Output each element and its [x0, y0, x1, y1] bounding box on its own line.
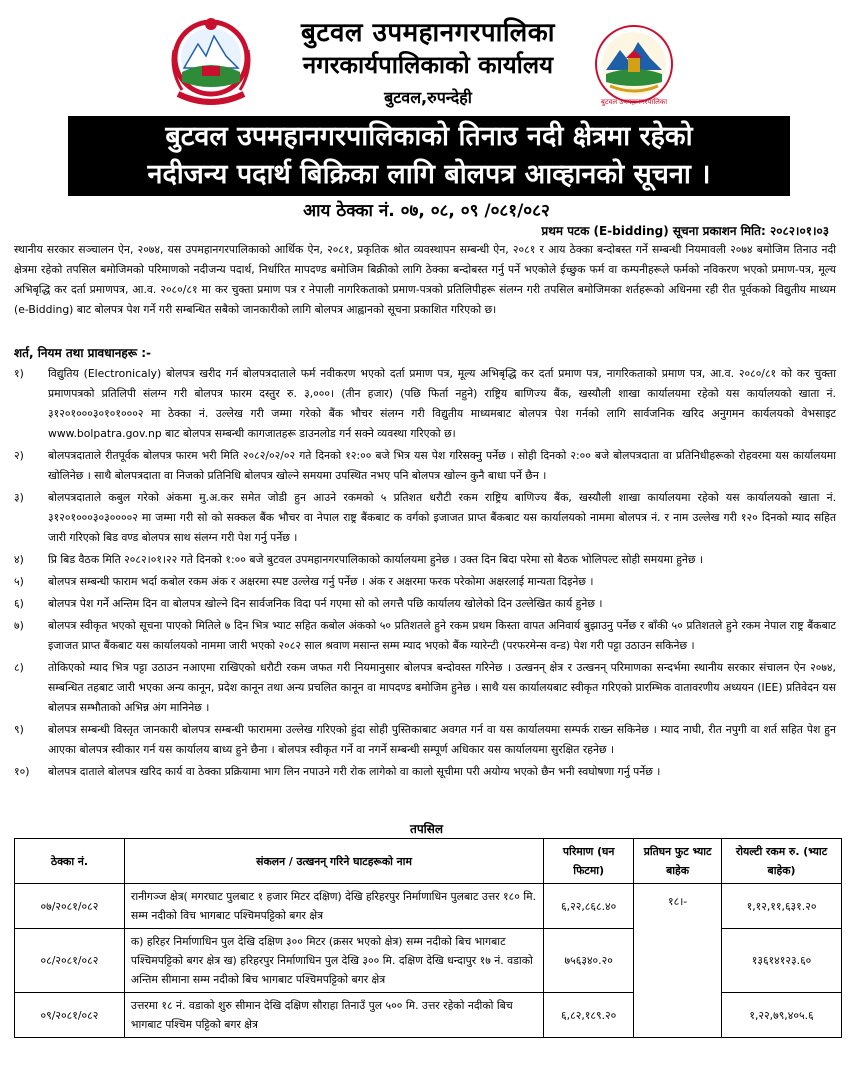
term-number: ९): [14, 723, 24, 736]
term-text: बोलपत्र स्वीकृत भएको सूचना पाएको मितिले ७ दिन भित्र भ्याट सहित कबोल अंकको ५० प्रतिशतले हुने रकम प्रथम किस्ता वापत अनिवार्य बुझाउनु पर्नेछ र बाँकी ५० प्रतिशतले हुने रकम नेपाल राष्ट्र बैंकबाट इजाजत प्राप्त बैंकबाट यस कार्यालयको नाममा जारी भएको २०८२ साल श्रवाण मसान्त सम्म म्याद भएको बैंक ग्यारेन्टी (परफरमेन्स वन्ड) पेश गरी पट्टा उठाउन सकिनेछ ।: [48, 619, 836, 652]
cell-royalty: १,१२,११,६३१.२०: [722, 884, 842, 929]
header-contract-no: ठेक्का नं.: [15, 839, 125, 884]
term-item: [14, 488, 836, 548]
term-text: तोकिएको म्याद भित्र पट्टा उठाउन नआएमा राखिएको धरौटी रकम जफत गरी नियमानुसार बोलपत्र बन्दोवस्त गरिनेछ । उत्खनन् क्षेत्र र उत्खनन् परिमाणका सन्दर्भमा स्थानीय सरकार संचालन ऐन २०७४, सम्बन्धित तहबाट जारी भएका अन्य कानून, प्रदेश कानून तथा अन्य प्रचलित कानून वा मापदण्ड बमोजिम हुनेछ । साथै यस कार्यालयबाट स्वीकृत गरिएको प्रारम्भिक वातावरणीय अध्ययन (IEE) प्रतिवेदन यस बोलपत्र सम्भौताको अभिन्न अंग मानिनेछ ।: [48, 661, 836, 714]
terms-heading: शर्त, नियम तथा प्रावधानहरू :-: [14, 346, 152, 360]
term-item: [14, 446, 836, 486]
cell-quantity: ७५६३४०.२०: [544, 929, 634, 993]
cell-site-name: क) हरिहर निर्माणाधिन पुल देखि दक्षिण ३०० मिटर (क्रसर भएको क्षेत्र) सम्म नदीको बिच भागबाट पश्चिमपट्टिको बगर क्षेत्र ख) हरिहरपुर निर्माणाधिन पुल देखि ३०० मि. दक्षिण देखि धन्दापुर १७ नं. वडाको अन्तिम सीमाना सम्म नदीको बिच भागबाट पश्चिमपट्टिको बगर क्षेत्र: [124, 929, 543, 993]
term-number: २): [14, 449, 24, 462]
office-location: बुटवल,रुपन्देही: [384, 88, 472, 107]
header-quantity: परिमाण (घन फिटमा): [544, 839, 634, 884]
term-item: [14, 594, 836, 614]
term-number: १०): [14, 765, 30, 778]
term-text: प्रि बिड वैठक मिति २०८२।०१।२२ गते दिनको १:०० बजे बुटवल उपमहानगरपालिकाको कार्यालयमा हुनेछ । उक्त दिन बिदा परेमा सो बैठक भोलिपल्ट सोही समयमा हुनेछ ।: [48, 553, 704, 566]
terms-list: [14, 364, 836, 784]
term-number: ७): [14, 619, 24, 632]
intro-paragraph: स्थानीय सरकार सञ्चालन ऐन, २०७४, यस उपमहानगरपालिकाको आर्थिक ऐन, २०८१, प्रकृतिक श्रोत व्यवस्थापन सम्बन्धी ऐन, २०८१ र आय ठेक्का बन्दोबस्त गर्ने सम्बन्धी नियमावली २०७४ बमोजिम तिनाउ नदी क्षेत्रमा रहेको तपसिल बमोजिमको परिमाणको नदीजन्य पदार्थ, निर्धारित मापदण्ड बमोजिम बिक्रीको लागि ठेक्का बन्दोबस्त गर्नु पर्ने भएकोले ईच्छुक फर्म वा कम्पनीहरूले फर्मको नविकरण भएको प्रमाण-पत्र, मूल्य अभिबृद्धि कर दर्ता प्रमाणपत्र, आ.व. २०८०/८१ मा कर चुक्ता प्रमाण पत्र र नेपाली नागरिकताको प्रमाण-पत्रको प्रतिलिपीहरू संलग्न गरी तपसिल बमोजिमका शर्तहरूको अधिनमा रही रीत पूर्वकको विद्युतीय माध्यम (e-Bidding) बाट बोलपत्र पेश गर्ने गरी सम्बन्धित सबैको जानकारीको लागि बोलपत्र आह्वानको सूचना प्रकाशित गरिएको छ।: [14, 243, 836, 316]
office-name: नगरकार्यपालिकाको कार्यालय: [302, 51, 554, 79]
publication-date: प्रथम पटक (E-bidding) सूचना प्रकाशन मिति: २०८२।०१।०३: [541, 224, 829, 238]
term-item: [14, 720, 836, 760]
term-item: [14, 616, 836, 656]
notice-title-banner: [68, 116, 790, 196]
contract-number: आय ठेक्का नं. ०७, ०८, ०९ /०८१/०८२: [303, 201, 550, 221]
nepal-emblem-icon: [168, 10, 254, 110]
term-item: [14, 364, 836, 444]
butwal-logo-icon: [592, 20, 676, 110]
term-number: ५): [14, 575, 24, 588]
term-item: [14, 762, 836, 782]
cell-rate: १८।-: [634, 884, 722, 1038]
term-text: बोलपत्र पेश गर्ने अन्तिम दिन वा बोलपत्र खोल्ने दिन सार्वजनिक विदा पर्न गएमा सो को लगत्तै पछि कार्यालय खोलेको दिन उल्लेखित कार्य हुनेछ ।: [48, 597, 603, 610]
svg-text:बुटवल उपमहानगरपालिका: बुटवल उपमहानगरपालिका: [600, 98, 668, 106]
contract-schedule-table: [14, 838, 842, 1038]
term-number: ३): [14, 491, 24, 504]
cell-quantity: ६,८२,१८९.२०: [544, 993, 634, 1038]
header-royalty: रोयल्टी रकम रु. (भ्याट बाहेक): [722, 839, 842, 884]
cell-contract-no: ०९/२०८१/०८२: [15, 993, 125, 1038]
notice-title-line2: नदीजन्य पदार्थ बिक्रिका लागि बोलपत्र आव्हानको सूचना ।: [147, 159, 711, 190]
table-row: [15, 884, 842, 929]
term-text: बोलपत्र सम्बन्धी विस्तृत जानकारी बोलपत्र सम्बन्धी फाराममा उल्लेख गरिएको हुंदा सोही पुस्तिकाबाट अवगत गर्न वा यस कार्यालयमा सम्पर्क राख्न सकिनेछ । म्याद नाघी, रीत नपुगी वा शर्त सहित पेश हुन आएका बोलपत्र स्वीकार गर्न यस कार्यालय बाध्य हुने छैना । बोलपत्र स्वीकृत गर्ने वा नगर्ने सम्बन्धी सम्पूर्ण अधिकार यस कार्यालयमा सुरक्षित रहनेछ ।: [48, 723, 836, 756]
term-number: १): [14, 367, 24, 380]
term-text: बोलपत्रदाताले कबुल गरेको अंकमा मु.अ.कर समेत जोडी हुन आउने रकमको ५ प्रतिशत धरौटी रकम राष्ट्रिय बाणिज्य बैंक, खस्यौली शाखा कार्यालयमा रहेको यस कार्यालयको खाता नं. ३१२०१०००३०३००००२ मा जम्मा गरी सो को सक्कल बैंक भौचर वा नेपाल राष्ट्र बैंकबाट क वर्गको इजाजत प्राप्त बैंकबाट यस कार्यालयको नाममा बोलपत्र नं. र नाम उल्लेख गरी १२० दिनको म्याद सहित जारी गरिएको बिड वण्ड बोलपत्र साथ संलग्न गरी पेश गर्नु पर्नेछ ।: [48, 491, 836, 544]
term-number: ८): [14, 661, 24, 674]
term-text: बोलपत्रदाताले रीतपूर्वक बोलपत्र फारम भरी मिति २०८२/०२/०२ गते दिनको १२:०० बजे भित्र यस पेश गरिसक्नु पर्नेछ । सोही दिनको २:०० बजे बोलपत्रदाता वा प्रतिनिधीहरूको रोहवरमा यस कार्यालयमा खोलिनेछ । साथै बोलपत्रदाता वा निजको प्रतिनिधि बोलपत्र खोल्ने समयमा उपस्थित नभए पनि बोलपत्र खोल्न कुनै बाधा पर्ने छैन ।: [48, 449, 836, 482]
header-site-name: संकलन / उत्खनन् गरिने घाटहरूको नाम: [124, 839, 543, 884]
org-name: बुटवल उपमहानगरपालिका: [301, 18, 555, 48]
header-rate: प्रतिघन फुट भ्याट बाहेक: [634, 839, 722, 884]
term-number: ४): [14, 553, 24, 566]
cell-contract-no: ०८/२०८१/०८२: [15, 929, 125, 993]
cell-contract-no: ०७/२०८१/०८२: [15, 884, 125, 929]
term-text: विद्युतिय (Electronicaly) बोलपत्र खरीद गर्न बोलपत्रदाताले फर्म नवीकरण भएको दर्ता प्रमाण पत्र, मूल्य अभिबृद्धि कर दर्ता प्रमाण पत्र, नागरिकताको प्रमाण पत्र, आ.व. २०८०/८१ को कर चुक्ता प्रमाणपत्रको प्रतिलिपी संलग्न गरी बोलपत्र फारम दस्तुर रु. ३,०००। (तीन हजार) (पछि फिर्ता नहुने) राष्ट्रिय बाणिज्य बैंक, खस्यौली शाखा कार्यालयमा रहेको यस कार्यालयको खाता नं. ३१२०१०००३०१०१०००२ मा ठेक्का नं. उल्लेख गरी जम्मा गरेको बैंक भौचर संलग्न गरी विद्युतीय माध्यमबाट बोलपत्र पेश गर्नको लागि सार्वजनिक खरिद अनुगमन कार्यलयको वेभसाइट www.bolpatra.gov.np बाट बोलपत्र सम्बन्धी कागजातहरू डाउनलोड गर्न सक्ने व्यवस्था गरिएको छ।: [48, 367, 836, 440]
cell-site-name: रानीगञ्ज क्षेत्र( मगरघाट पुलबाट १ हजार मिटर दक्षिण) देखि हरिहरपुर निर्माणाधिन पुलबाट उत्तर १८० मि. सम्म नदीको विच भागबाट पश्चिमपट्टिको बगर क्षेत्र: [124, 884, 543, 929]
cell-quantity: ६,२२,८६८.४०: [544, 884, 634, 929]
cell-site-name: उत्तरमा १८ नं. वडाको शुरु सीमान देखि दक्षिण सौराहा तिनाउँ पुल ५०० मि. उत्तर रहेको नदीको बिच भागबाट पश्चिम पट्टिको बगर क्षेत्र: [124, 993, 543, 1038]
term-text: बोलपत्र दाताले बोलपत्र खरिद कार्य वा ठेक्का प्रक्रियामा भाग लिन नपाउने गरी रोक लागेको वा कालो सूचीमा परी अयोग्य भएको छैन भनी स्वघोषणा गर्नु पर्नेछ ।: [48, 765, 661, 778]
cell-royalty: १३६१४१२३.६०: [722, 929, 842, 993]
schedule-title: तपसिल: [409, 822, 443, 836]
notice-title-line1: बुटवल उपमहानगरपालिकाको तिनाउ नदी क्षेत्रमा रहेको: [165, 121, 693, 152]
term-item: [14, 572, 836, 592]
term-number: ६): [14, 597, 24, 610]
cell-royalty: १,२२,७९,४०५.६: [722, 993, 842, 1038]
term-item: [14, 658, 836, 718]
term-item: [14, 550, 836, 570]
table-header-row: [15, 839, 842, 884]
term-text: बोलपत्र सम्बन्धी फाराम भर्दा कबोल रकम अंक र अक्षरमा स्पष्ट उल्लेख गर्नु पर्नेछ । अंक र अक्षरमा फरक परेकोमा अक्षरलाई मान्यता दिइनेछ ।: [48, 575, 594, 588]
letterhead: [0, 0, 853, 115]
